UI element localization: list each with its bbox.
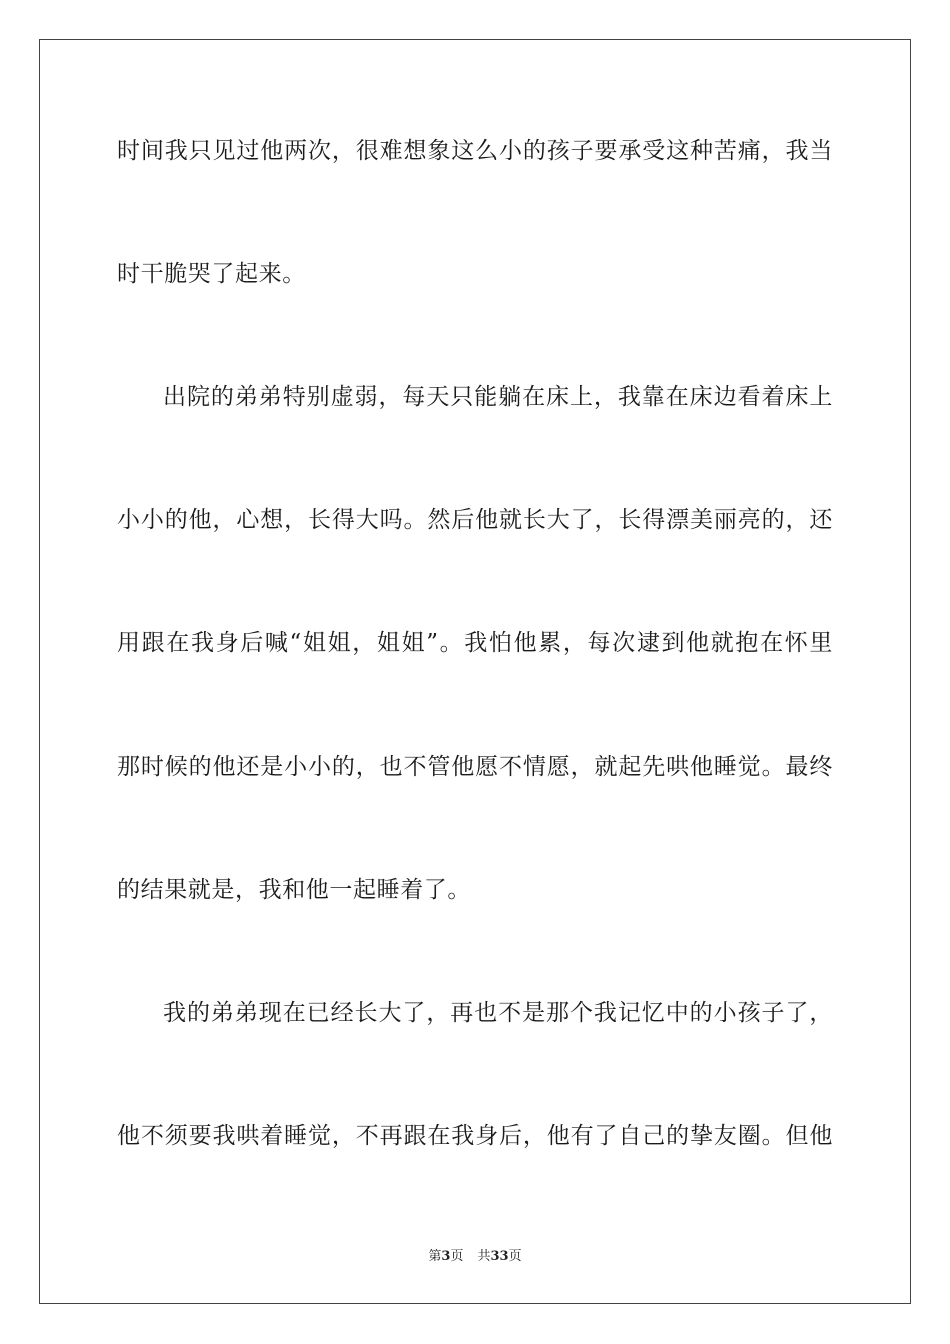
page-footer (0, 1248, 950, 1266)
text-line-3: 出院的弟弟特别虚弱，每天只能躺在床上，我靠在床边看着床上 (163, 384, 833, 410)
page-frame (39, 39, 911, 1304)
text-line-9: 他不须要我哄着睡觉，不再跟在我身后，他有了自己的挚友圈。但他 (117, 1123, 833, 1149)
text-line-1: 时间我只见过他两次，很难想象这么小的孩子要承受这种苦痛，我当 (117, 138, 833, 164)
footer-page-prefix: 第 (428, 1249, 442, 1264)
text-line-8: 我的弟弟现在已经长大了，再也不是那个我记忆中的小孩子了， (163, 1000, 833, 1026)
text-line-5: 用跟在我身后喊“姐姐，姐姐”。我怕他累，每次逮到他就抱在怀里 (117, 630, 833, 656)
text-line-2: 时干脆哭了起来。 (117, 261, 306, 287)
text-line-6: 那时候的他还是小小的，也不管他愿不情愿，就起先哄他睡觉。最终 (117, 754, 833, 780)
footer-total-suffix: 页 (508, 1249, 522, 1264)
footer-page-suffix: 页 (450, 1249, 464, 1264)
text-line-4: 小小的他，心想，长得大吗。然后他就长大了，长得漂美丽亮的，还 (117, 507, 833, 533)
footer-total-prefix: 共 (477, 1249, 491, 1264)
text-line-7: 的结果就是，我和他一起睡着了。 (117, 877, 471, 903)
footer-total-number: 33 (490, 1249, 509, 1264)
footer-page-number: 3 (441, 1249, 451, 1264)
